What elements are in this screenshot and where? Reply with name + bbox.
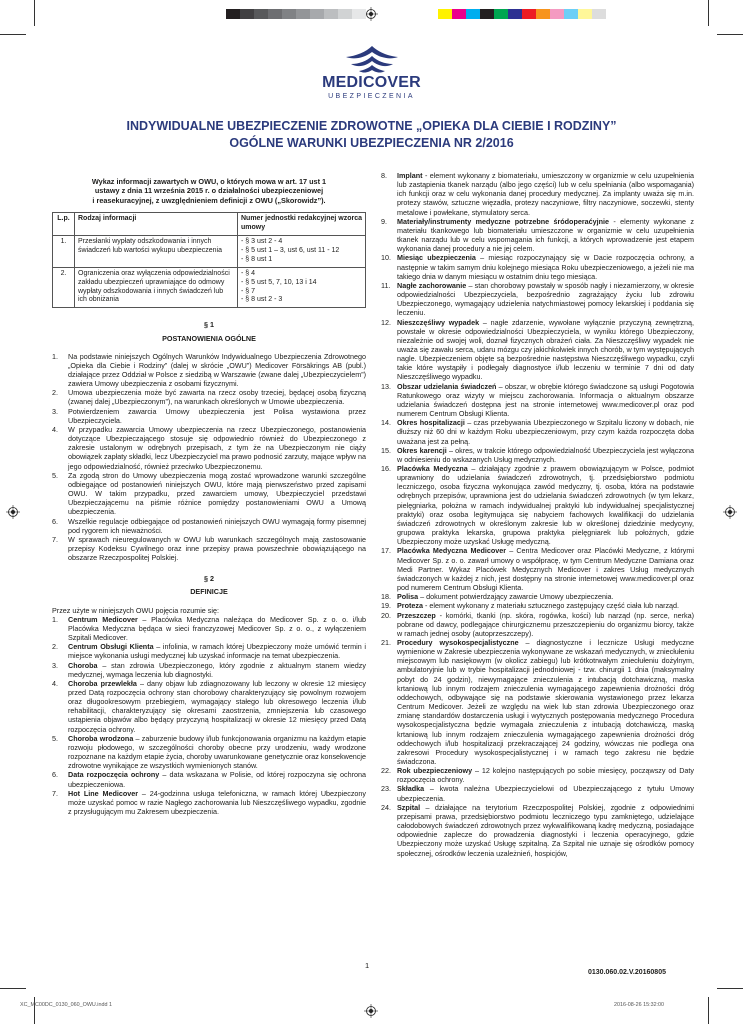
item-number: 5. — [52, 733, 58, 743]
item-text: - elementy wykonane z materiału tkankowego lub biomateriału umieszczone w organizmie w celu uzupełnienia tkanek narządu lub w celu wspomagania ich funkcji, a których wprowadzenie jest etapem wykonania danej procedury a nie jej celem. — [397, 216, 694, 254]
item-text: – działające na terytorium Rzeczpospolitej Polskiej, zgodnie z odpowiednimi przepisami prawa, przedsiębiorstwo podmiotu leczniczego typu zamkniętego, udzielające całodobowych świadczeń zdrowotnych przez wykwalifikowaną kadrę medyczną, posiadające odpowiednie zaplecze do prowadzenia diagnostyki i leczenia operacyjnego, gdzie Ubezpieczony może uzyskać Usługę szpitalną. Za Szpital nie uznaje się ośrodków pomocy społecznej, ośrodków leczenia uzależnień, hospicjów, — [397, 802, 694, 858]
page-number: 1 — [365, 961, 370, 970]
list-item — [52, 789, 366, 816]
list-item — [52, 407, 366, 425]
defined-term: Hot Line Medicover — [68, 788, 139, 798]
item-text: Za zgodą stron do Umowy ubezpieczenia mogą zostać wprowadzone warunki szczególne odbiegające od postanowień niniejszych OWU, które mają pierwszeństwo przed zapisami OWU. W takim przypadku, przed zawarciem umowy, Ubezpieczyciel przedstawi Ubezpieczającemu na piśmie różnice pomiędzy postanowieniami OWU a Umową ubezpieczenia. — [68, 470, 366, 517]
item-number: 3. — [52, 406, 58, 416]
section-number: § 1 — [204, 320, 214, 330]
item-text: – stan chorobowy powstały w sposób nagły i niezamierzony, w okresie odpowiedzialności Ubezpieczyciela, bezpośrednio zagrażający życiu lub zdrowiu Ubezpieczonego, wymagający udzielenia natychmiastowej pomocy lekarskiej i poddania się leczeniu. — [397, 280, 694, 318]
color-control-bar — [438, 9, 606, 19]
section-reference: - § 8 ust 2 - 3 — [241, 296, 362, 305]
defined-term: Materiały/instrumenty medyczne potrzebne śródoperaćyjnie — [397, 216, 610, 226]
item-number: 3. — [52, 660, 58, 670]
item-text: Potwierdzeniem zawarcia Umowy ubezpieczenia jest Polisa wystawiona przez Ubezpieczyciela. — [68, 406, 366, 425]
item-text: – 12 kolejno następujących po sobie miesięcy, począwszy od Daty rozpoczęcia ochrony. — [397, 766, 694, 785]
defined-term: Okres hospitalizacji — [397, 418, 465, 428]
registration-mark-icon — [6, 505, 20, 519]
list-item — [52, 517, 366, 535]
item-text: – Placówka Medyczna należąca do Medicover Sp. z o. o. i/lub Placówka Medyczna będąca w sieci franczyzowej Medicover Sp. z o. o., z wyłączeniem Szpitali Medicover. — [68, 614, 366, 643]
item-number: 2. — [52, 388, 58, 398]
item-number: 4. — [52, 424, 58, 434]
list-item — [52, 471, 366, 517]
item-text: – działający zgodnie z prawem obowiązującym w Polsce, podmiot uprawniony do udzielania świadczeń zdrowotnych, tj. przedsiębiorstwo podmiotu leczniczego, osoba fizyczna wykonująca zawód medyczny, tj. osoba, która na podstawie odrębnych przepisów, uprawniona jest do udzielania świadczeń zdrowotnych (w tym lekarz, pielęgniarka, położna w ramach indywidualnej praktyki lub indywidualnej specjalistycznej praktyki) oraz osoba legitymująca się nabyciem fachowych kwalifikacji do udzielania świadczeń zdrowotnych w określonym zakresie lub w określonej dziedzinie medycyny, grupowa praktyka lekarska, grupowa praktyka pielęgniarek lub położnych, gdzie Ubezpieczony może uzyskać Usługę medyczną. — [397, 464, 694, 547]
item-number: 17. — [381, 546, 391, 556]
document-number: 0130.060.02.V.20160805 — [588, 969, 666, 976]
list-item — [52, 770, 366, 788]
list-item — [381, 546, 694, 592]
crop-mark — [708, 997, 709, 1024]
defined-term: Polisa — [397, 592, 419, 602]
item-number: 15. — [381, 445, 391, 455]
list-item — [381, 281, 694, 318]
list-item — [381, 382, 694, 419]
item-number: 16. — [381, 464, 391, 473]
definitions-list — [52, 615, 366, 816]
item-text: - element wykonany z materiału sztucznego zastępujący część ciała lub narząd. — [422, 601, 680, 611]
section-reference: - § 8 ust 1 — [241, 256, 362, 265]
list-item — [381, 592, 694, 601]
item-number: 7. — [52, 534, 58, 544]
registration-mark-icon — [364, 1004, 378, 1018]
print-slug-filename: XC_MC00DC_0130_060_OWU.indd 1 — [20, 1002, 112, 1008]
document-subtitle: OGÓLNE WARUNKI UBEZPIECZENIA NR 2/2016 — [229, 136, 514, 150]
list-item — [381, 217, 694, 254]
defined-term: Data rozpoczęcia ochrony — [68, 770, 160, 780]
list-item — [52, 535, 366, 562]
registration-mark-icon — [723, 505, 737, 519]
defined-term: Choroba przewlekła — [68, 678, 137, 688]
definitions-lead: Przez użyte w niniejszych OWU pojęcia rozumie się: — [52, 605, 219, 615]
defined-term: Choroba — [68, 660, 98, 670]
defined-term: Nagłe zachorowanie — [397, 280, 467, 290]
list-item — [52, 388, 366, 406]
item-text: W przypadku zawarcia Umowy ubezpieczenia na rzecz Ubezpieczonego, postanowienia dotyczące Ubezpieczającego stosuje się odpowiednio również do Ubezpieczonego z zakresie ustalonym w odrębnych przepisach, z tym że na Ubezpieczonym nie ciąży obowiązek zapłaty składki, lecz Ubezpieczyciel ma prawo podnosić zarzuty, mające wpływ na jego odpowiedzialność, również przeciwko Ubezpieczonemu. — [68, 424, 366, 471]
list-item — [52, 661, 366, 679]
item-text: – czas przebywania Ubezpieczonego w Szpitalu liczony w dobach, nie dłuższy niż 60 dni w każdym Roku ubezpieczeniowym, przy czym każda rozpoczęta doba uważana jest za pełną. — [397, 418, 695, 446]
item-number: 11. — [381, 280, 391, 290]
defined-term: Implant — [397, 171, 423, 180]
item-number: 20. — [381, 610, 391, 620]
defined-term: Miesiąc ubezpieczenia — [397, 253, 476, 263]
intro-line: ustawy z dnia 11 września 2015 r. o działalności ubezpieczeniowej — [94, 186, 324, 196]
section-reference: - § 4 — [241, 270, 362, 279]
table-header-row — [53, 213, 366, 236]
list-item — [381, 601, 694, 610]
left-column — [52, 177, 366, 816]
list-item — [381, 318, 694, 382]
table-cell: 1. — [53, 236, 75, 268]
intro-line: Wykaz informacji zawartych w OWU, o których mowa w art. 17 ust 1 — [91, 177, 327, 186]
crop-mark — [34, 0, 35, 26]
item-text: W sprawach nieuregulowanych w OWU lub warunkach szczególnych mają zastosowanie przepisy Kodeksu Cywilnego oraz inne przepisy prawa powszechnie obowiązującego na obszarze Rzeczpospolitej Polskiej. — [68, 534, 366, 563]
section-reference: - § 5 ust 1 – 3, ust 6, ust 11 - 12 — [241, 247, 362, 256]
table-cell: Ograniczenia oraz wyłączenia odpowiedzialności zakładu ubezpieczeń uprawniające do odmowy wypłaty odszkodowania i innych świadczeń lub ich obniżania — [75, 267, 238, 308]
item-number: 12. — [381, 317, 391, 327]
item-text: - element wykonany z biomateriału, umieszczony w organizmie w celu uzupełnienia lub zastąpienia tkanek narządu (albo jego części) lub w celu spełniania (albo wspomagania) ich funkcji oraz w celu wykonania danej procedury medycznej. Za implanty uważa się m.in. protezy stawów, sztuczne więzadła, protezy naczyniowe, filtry naczyniowe, soczewki, stenty metalowe i powłekane, stymulatory serca. — [397, 171, 694, 217]
section-title: DEFINICJE — [190, 587, 228, 597]
table-cell: Przesłanki wypłaty odszkodowania i innych świadczeń lub wartości wykupu ubezpieczenia — [75, 236, 238, 268]
item-text: – kwota należna Ubezpieczycielowi od Ubezpieczającego z tytułu Umowy ubezpieczenia. — [397, 784, 694, 803]
item-number: 9. — [381, 216, 387, 226]
list-item — [52, 615, 366, 642]
list-item — [52, 734, 366, 771]
item-number: 6. — [52, 516, 58, 526]
table-cell — [238, 236, 366, 268]
list-item — [52, 425, 366, 471]
info-table — [52, 212, 366, 308]
list-item — [381, 171, 694, 217]
item-text: – miesiąc rozpoczynający się w Dacie rozpoczęcia ochrony, a następnie w takim samym dniu kolejnego miesiąca Roku ubezpieczeniowego, a jeżeli nie ma takiego dnia w danym miesiącu w ostatnim dniu tego miesiąca. — [397, 253, 694, 281]
item-number: 22. — [381, 766, 391, 776]
defined-term: Rok ubezpieczeniowy — [397, 766, 473, 776]
defined-term: Choroba wrodzona — [68, 733, 134, 743]
item-number: 2. — [52, 642, 58, 652]
list-item — [381, 784, 694, 802]
print-slug-timestamp: 2016-08-26 15:32:00 — [614, 1002, 665, 1008]
crop-mark — [0, 34, 26, 35]
item-number: 6. — [52, 770, 58, 780]
item-text: – nagłe zdarzenie, wywołane wyłącznie przyczyną zewnętrzną, powstałe w okresie odpowiedzialności Ubezpieczyciela, w wyniku którego Ubezpieczony, niezależnie od swojej woli, doznał fizycznych obrażeń ciała. Za Nieszczęśliwy wypadek nie uważa się zawału serca, udaru mózgu czy jakichkolwiek innych chorób, w tym występujących nagle. Ubezpieczeniem objęte są bezpośrednie następstwa Nieszczęśliwego wypadku, czyli takie które wystąpiły i podłegały diagnostyce i/lub leczeniu w terminie 7 dni od daty Nieszczęśliwego wypadku. — [397, 317, 694, 382]
list-item — [52, 679, 366, 734]
item-number: 18. — [381, 592, 391, 602]
list-item — [52, 352, 366, 389]
item-number: 7. — [52, 788, 58, 798]
defined-term: Proteza — [397, 601, 423, 611]
defined-term: Szpital — [397, 802, 421, 812]
item-number: 8. — [381, 171, 387, 180]
crop-mark — [0, 988, 26, 989]
item-text: Wszelkie regulacje odbiegające od postanowień niniejszych OWU wymagają formy pisemnej pod rygorem ich nieważności. — [68, 516, 366, 535]
item-number: 4. — [52, 678, 58, 688]
defined-term: Centrum Obsługi Klienta — [68, 642, 154, 652]
crop-mark — [708, 0, 709, 26]
item-number: 21. — [381, 637, 391, 647]
item-text: – stan zdrowia Ubezpieczonego, który zgodnie z aktualnym stanem wiedzy medycznej, wymaga leczenia lub diagnostyki. — [68, 660, 366, 679]
brand-subtitle: UBEZPIECZENIA — [328, 93, 415, 100]
definitions-list-continued — [381, 171, 694, 858]
item-number: 14. — [381, 418, 391, 428]
defined-term: Składka — [397, 784, 425, 794]
item-number: 13. — [381, 381, 391, 391]
medicover-logo-icon — [342, 44, 402, 76]
general-provisions-list — [52, 352, 366, 563]
section-reference: - § 7 — [241, 288, 362, 297]
brand-name: MEDICOVER — [322, 74, 421, 91]
item-text: – zaburzenie budowy i/lub funkcjonowania organizmu na każdym etapie rozwoju płodowego, w szczególności choroby obecne przy urodzeniu, wady wrodzone rozpoznane na każdym etapie życia, choroby uwarunkowane genetycznie oraz konsekwencje zdrowotne wynikające ze wszystkich wymienionych stanów. — [68, 733, 366, 771]
item-text: – dany objaw lub zdiagnozowany lub leczony w okresie 12 miesięcy przed Datą rozpoczęcia ochrony stan chorobowy charakteryzujący się powolnym rozwojem oraz długookresowym przebiegiem, wymagający stałego lub okresowego leczenia i/lub rehabilitacji, charakteryzujący się okresami zaostrzenia, zmniejszenia lub czasowego ustąpienia objawów albo będący przyczyną hospitalizacji w okresie 12 miesięcy przed Datą rozpoczęcia ochrony. — [68, 678, 366, 734]
defined-term: Nieszczęśliwy wypadek — [397, 317, 480, 327]
info-intro — [52, 177, 366, 205]
item-number: 1. — [52, 614, 58, 624]
list-item — [381, 611, 694, 638]
column-header: Numer jednostki redakcyjnej wzorca umowy — [238, 213, 366, 236]
list-item — [52, 642, 366, 660]
defined-term: Placówka Medyczna Medicover — [397, 546, 507, 556]
item-text: – infolinia, w ramach której Ubezpieczony może umówić termin i miejsce wykonania usługi medycznej lub uzyskać informacje na temat ubezpieczenia. — [68, 642, 366, 661]
item-number: 10. — [381, 253, 391, 263]
table-row — [53, 267, 366, 308]
section-number: § 2 — [204, 574, 214, 584]
list-item — [381, 766, 694, 784]
list-item — [381, 446, 694, 464]
defined-term: Procedury wysokospecjalistyczne — [397, 637, 519, 647]
defined-term: Obszar udzielania świadczeń — [397, 381, 497, 391]
registration-mark-icon — [364, 7, 378, 21]
item-number: 1. — [52, 351, 58, 361]
item-text: – okres, w trakcie którego odpowiedzialność Ubezpieczyciela jest wyłączona w odniesieniu do wskazanych Usług medycznych. — [397, 445, 694, 464]
list-item — [381, 464, 694, 546]
crop-mark — [717, 988, 743, 989]
section-reference: - § 3 ust 2 - 4 — [241, 238, 362, 247]
table-row — [53, 236, 366, 268]
table-cell — [238, 267, 366, 308]
crop-mark — [717, 34, 743, 35]
defined-term: Placówka Medyczna — [397, 464, 468, 473]
section-reference: - § 5 ust 5, 7, 10, 13 i 14 — [241, 279, 362, 288]
item-number: 5. — [52, 470, 58, 480]
item-number: 19. — [381, 601, 391, 611]
grey-control-bar — [226, 9, 366, 19]
intro-line: i reasekuracyjnej, z uwzględnieniem definicji z OWU („Skorowidz”). — [92, 195, 326, 205]
list-item — [381, 638, 694, 766]
list-item — [381, 803, 694, 858]
list-item — [381, 418, 694, 445]
section-title: POSTANOWIENIA OGÓLNE — [162, 333, 256, 343]
defined-term: Centrum Medicover — [68, 614, 138, 624]
item-text: Na podstawie niniejszych Ogólnych Warunków Indywidualnego Ubezpieczenia Zdrowotnego „Opieka dla Ciebie i Rodziny” (dalej w skrócie „OWU”) Medicover Försäkrings AB (publ.) działające przez Oddział w Polsce z siedzibą w Warszawie (zwane dalej „Ubezpieczycielem”) zawiera Umowy ubezpieczenia z osobami fizycznymi. — [68, 351, 366, 389]
item-text: Umowa ubezpieczenia może być zawarta na rzecz osoby trzeciej, będącej osobą fizyczną (zwanej dalej „Ubezpieczonym”), na warunkach określonych w Umowie ubezpieczenia. — [68, 388, 366, 407]
document-title: INDYWIDUALNE UBEZPIECZENIE ZDROWOTNE „OPIEKA DLA CIEBIE I RODZINY” — [126, 119, 617, 133]
item-text: – dokument potwierdzający zawarcie Umowy ubezpieczenia. — [418, 592, 614, 602]
item-text: - komórki, tkanki (np. skóra, rogówka, kości) lub narząd (np. serce, nerka) pobrane od dawcy, podlegające chirurgicznemu przeszczepieniu do organizmu biorcy, także w ramach jednej osoby (autoprzeszczepy). — [397, 610, 694, 638]
item-text: – Centra Medicover oraz Placówki Medyczne, z którymi Medicover Sp. z o. o. zawarł umowy o współpracę, w tym Centrum Medyczne Damiana oraz Medi Partner. Wykaz Placówek Medycznych Medicover i zakres Usług medycznych świadczonych w każdej z nich, jest dostępny na stronie internetowej www.medicover.pl oraz pod numerem Centrum Obsługi Klienta. — [397, 546, 694, 593]
item-number: 24. — [381, 802, 391, 812]
column-header: Rodzaj informacji — [75, 213, 238, 236]
right-column — [381, 171, 694, 858]
item-number: 23. — [381, 784, 391, 794]
item-text: – data wskazana w Polisie, od której rozpoczyna się ochrona ubezpieczeniowa. — [68, 770, 366, 789]
table-cell: 2. — [53, 267, 75, 308]
column-header: L.p. — [53, 213, 75, 236]
item-text: – diagnostyczne i lecznicze Usługi medyczne wymienione w Zakresie ubezpieczenia wykonywane ze wskazań medycznych, w zniecłułeniu miejscowym lub nasiękowym (w okolicz zabiegu) lub krótkotrwałym zniecłułeniu dożylnym, ambulatoryjnie lub w trybie hospitalizacji jednodniowej - tzw. chirurgii 1 dnia (maksymalny pobyt do 24 godzin), niewymagające znieczulenia z intubacją dotchawiczną, maska krtaniową lub innym rodzajem znieczulenia wymagającego zapewnienia drożności dróg oddechowych, odbywające się na podstawie skierowania wystawionego przez lekarza Centrum Medicover. Jeżeli ze względu na wiek lub stan zdrowia Ubezpieczonego oraz zmianę standardów dostarczenia usługi i wytycznych postępowania medycznego Procedura wysokospecjalistyczna będzie wymagała znieczulenia z intubacją dotchawiczą, maską krtaniową lub innym rodzajem znieczulenia wymagającego zapewnienia drożności dróg oddechowych i/lub hospitalizacji przekraczającej 24 godziny, wówczas nie podlega ona zakresowi Procedury wysokospecjalistycznej i w ramach tego zakresu nie będzie świadczona. — [397, 637, 694, 766]
item-text: – 24-godzinna usługa telefoniczna, w ramach której Ubezpieczony może uzyskać pomoc w razie Nagłego zachorowania lub Nieszczęśliwego wypadku, zgodnie z przysługującym mu Zakresem ubezpieczenia. — [68, 788, 366, 817]
list-item — [381, 253, 694, 280]
defined-term: Okres karencji — [397, 445, 447, 455]
item-text: – obszar, w obrębie którego świadczone są usługi Pogotowia Ratunkowego oraz wizyty w miejscu zachorowania. Informacja o aktualnym obszarze udzielania świadczeń dostępna jest na stronie internetowej www.medicover.pl oraz pod numerem Centrum Obsługi Klienta. — [397, 381, 694, 419]
defined-term: Przeszczep — [397, 610, 436, 620]
